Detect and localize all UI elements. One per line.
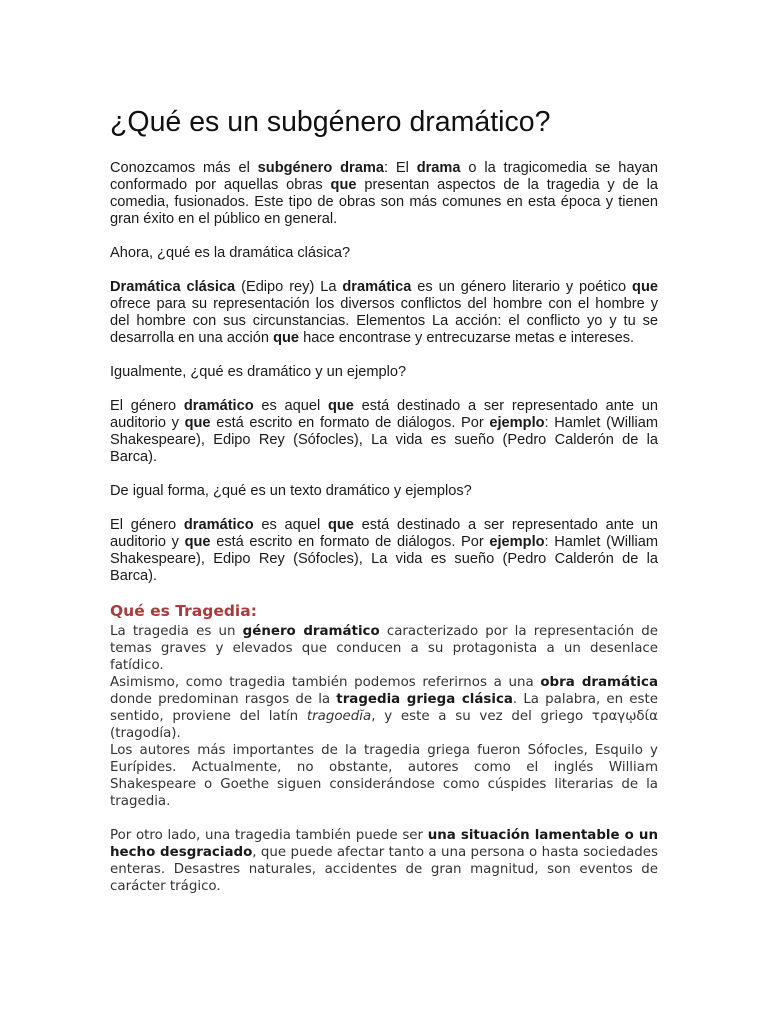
- text-run: La tragedia es un: [110, 624, 243, 639]
- text-run: caracterizado por la representación de temas graves y elevados que conducen a su protagonista a un desenlace fatídico.: [110, 624, 659, 673]
- text-run: es aquel: [253, 398, 328, 414]
- text-run: una situación lamentable o un hecho desgraciado: [110, 828, 658, 860]
- text-run: Por otro lado, una tragedia también puede ser: [110, 828, 428, 843]
- text-run: que: [632, 279, 658, 295]
- text-run: El género: [110, 398, 184, 414]
- text-run: es un género literario y poético: [411, 279, 633, 295]
- text-run: es aquel: [253, 517, 328, 533]
- paragraph-texto-dramatico: [110, 517, 658, 585]
- text-run: hace encontrase y entrecuzarse metas e intereses.: [299, 330, 635, 346]
- text-run: . La palabra, en este sentido, proviene del latín: [110, 692, 658, 724]
- text-run: El género: [110, 517, 184, 533]
- text-run: Dramática clásica: [110, 279, 236, 295]
- text-run: donde predominan rasgos de la: [110, 692, 337, 707]
- question-dramatico-ejemplo: Igualmente, ¿qué es dramático y un ejemplo?: [110, 364, 407, 380]
- question-dramatica-clasica: Ahora, ¿qué es la dramática clásica?: [110, 245, 351, 261]
- text-run: presentan aspectos de la tragedia y de la comedia, fusionados. Este tipo de obras son más comunes en esta época y tienen gran éxito en el público en general.: [110, 177, 659, 227]
- text-run: obra dramática: [540, 675, 658, 690]
- text-run: está escrito en formato de diálogos. Por: [210, 415, 490, 431]
- paragraph-tragedia-definicion: [110, 623, 658, 674]
- text-run: dramática: [342, 279, 412, 295]
- page-title: ¿Qué es un subgénero dramático?: [110, 106, 551, 138]
- text-run: está destinado a ser representado ante un auditorio y: [110, 517, 658, 550]
- text-run: Asimismo, como tragedia también podemos referirnos a una: [110, 675, 541, 690]
- text-run: : Hamlet (William Shakespeare), Edipo Rey (Sófocles), La vida es sueño (Pedro Calderón de la Barca).: [110, 534, 659, 584]
- text-run: está escrito en formato de diálogos. Por: [210, 534, 490, 550]
- text-run: : El: [383, 160, 417, 176]
- text-run: : Hamlet (William Shakespeare), Edipo Rey (Sófocles), La vida es sueño (Pedro Calderón de la Barca).: [110, 415, 659, 465]
- text-run: que: [273, 330, 300, 346]
- text-run: subgénero drama: [257, 160, 384, 176]
- text-run: que: [330, 177, 357, 193]
- text-run: ejemplo: [489, 534, 545, 550]
- text-run: ejemplo: [489, 415, 545, 431]
- section-heading-tragedia: Qué es Tragedia:: [110, 602, 257, 620]
- paragraph-dramatica-clasica: [110, 279, 658, 347]
- text-run: que: [327, 398, 354, 414]
- text-run: dramático: [183, 517, 254, 533]
- text-run: que: [184, 534, 211, 550]
- text-run: o la tragicomedia se hayan conformado por aquellas obras: [110, 160, 658, 193]
- paragraph-subgenero: [110, 160, 658, 228]
- text-run: (Edipo rey) La: [235, 279, 343, 295]
- text-run: que: [184, 415, 211, 431]
- paragraph-tragedia-autores: [110, 742, 658, 810]
- text-run: ofrece para su representación los diversos conflictos del hombre con el hombre y del hombre con sus circunstancias. Elementos La acción: el conflicto yo y tu se desarrolla en una acción: [110, 296, 658, 346]
- paragraph-genero-dramatico: [110, 398, 658, 466]
- text-run: está destinado a ser representado ante un auditorio y: [110, 398, 658, 431]
- paragraph-tragedia-origen: [110, 674, 658, 742]
- text-run: drama: [416, 160, 461, 176]
- text-run: Conozcamos más el: [110, 160, 258, 176]
- paragraph-tragedia-situacion: [110, 827, 658, 895]
- question-texto-dramatico: De igual forma, ¿qué es un texto dramático y ejemplos?: [110, 483, 472, 499]
- text-run: Los autores más importantes de la tragedia griega fueron Sófocles, Esquilo y Eurípides. Actualmente, no obstante, autores como el inglés William Shakespeare o Goethe siguen considerándose como cúspides literarias de la tragedia.: [110, 743, 658, 809]
- text-run: tragoedĭa: [306, 709, 372, 724]
- text-run: tragedia griega clásica: [336, 692, 513, 707]
- text-run: , y este a su vez del griego τραγῳδία (tragodía).: [110, 709, 658, 741]
- text-run: género dramático: [242, 624, 380, 639]
- text-run: que: [327, 517, 354, 533]
- text-run: , que puede afectar tanto a una persona o hasta sociedades enteras. Desastres naturales, accidentes de gran magnitud, son eventos de carácter trágico.: [110, 845, 658, 894]
- text-run: dramático: [183, 398, 254, 414]
